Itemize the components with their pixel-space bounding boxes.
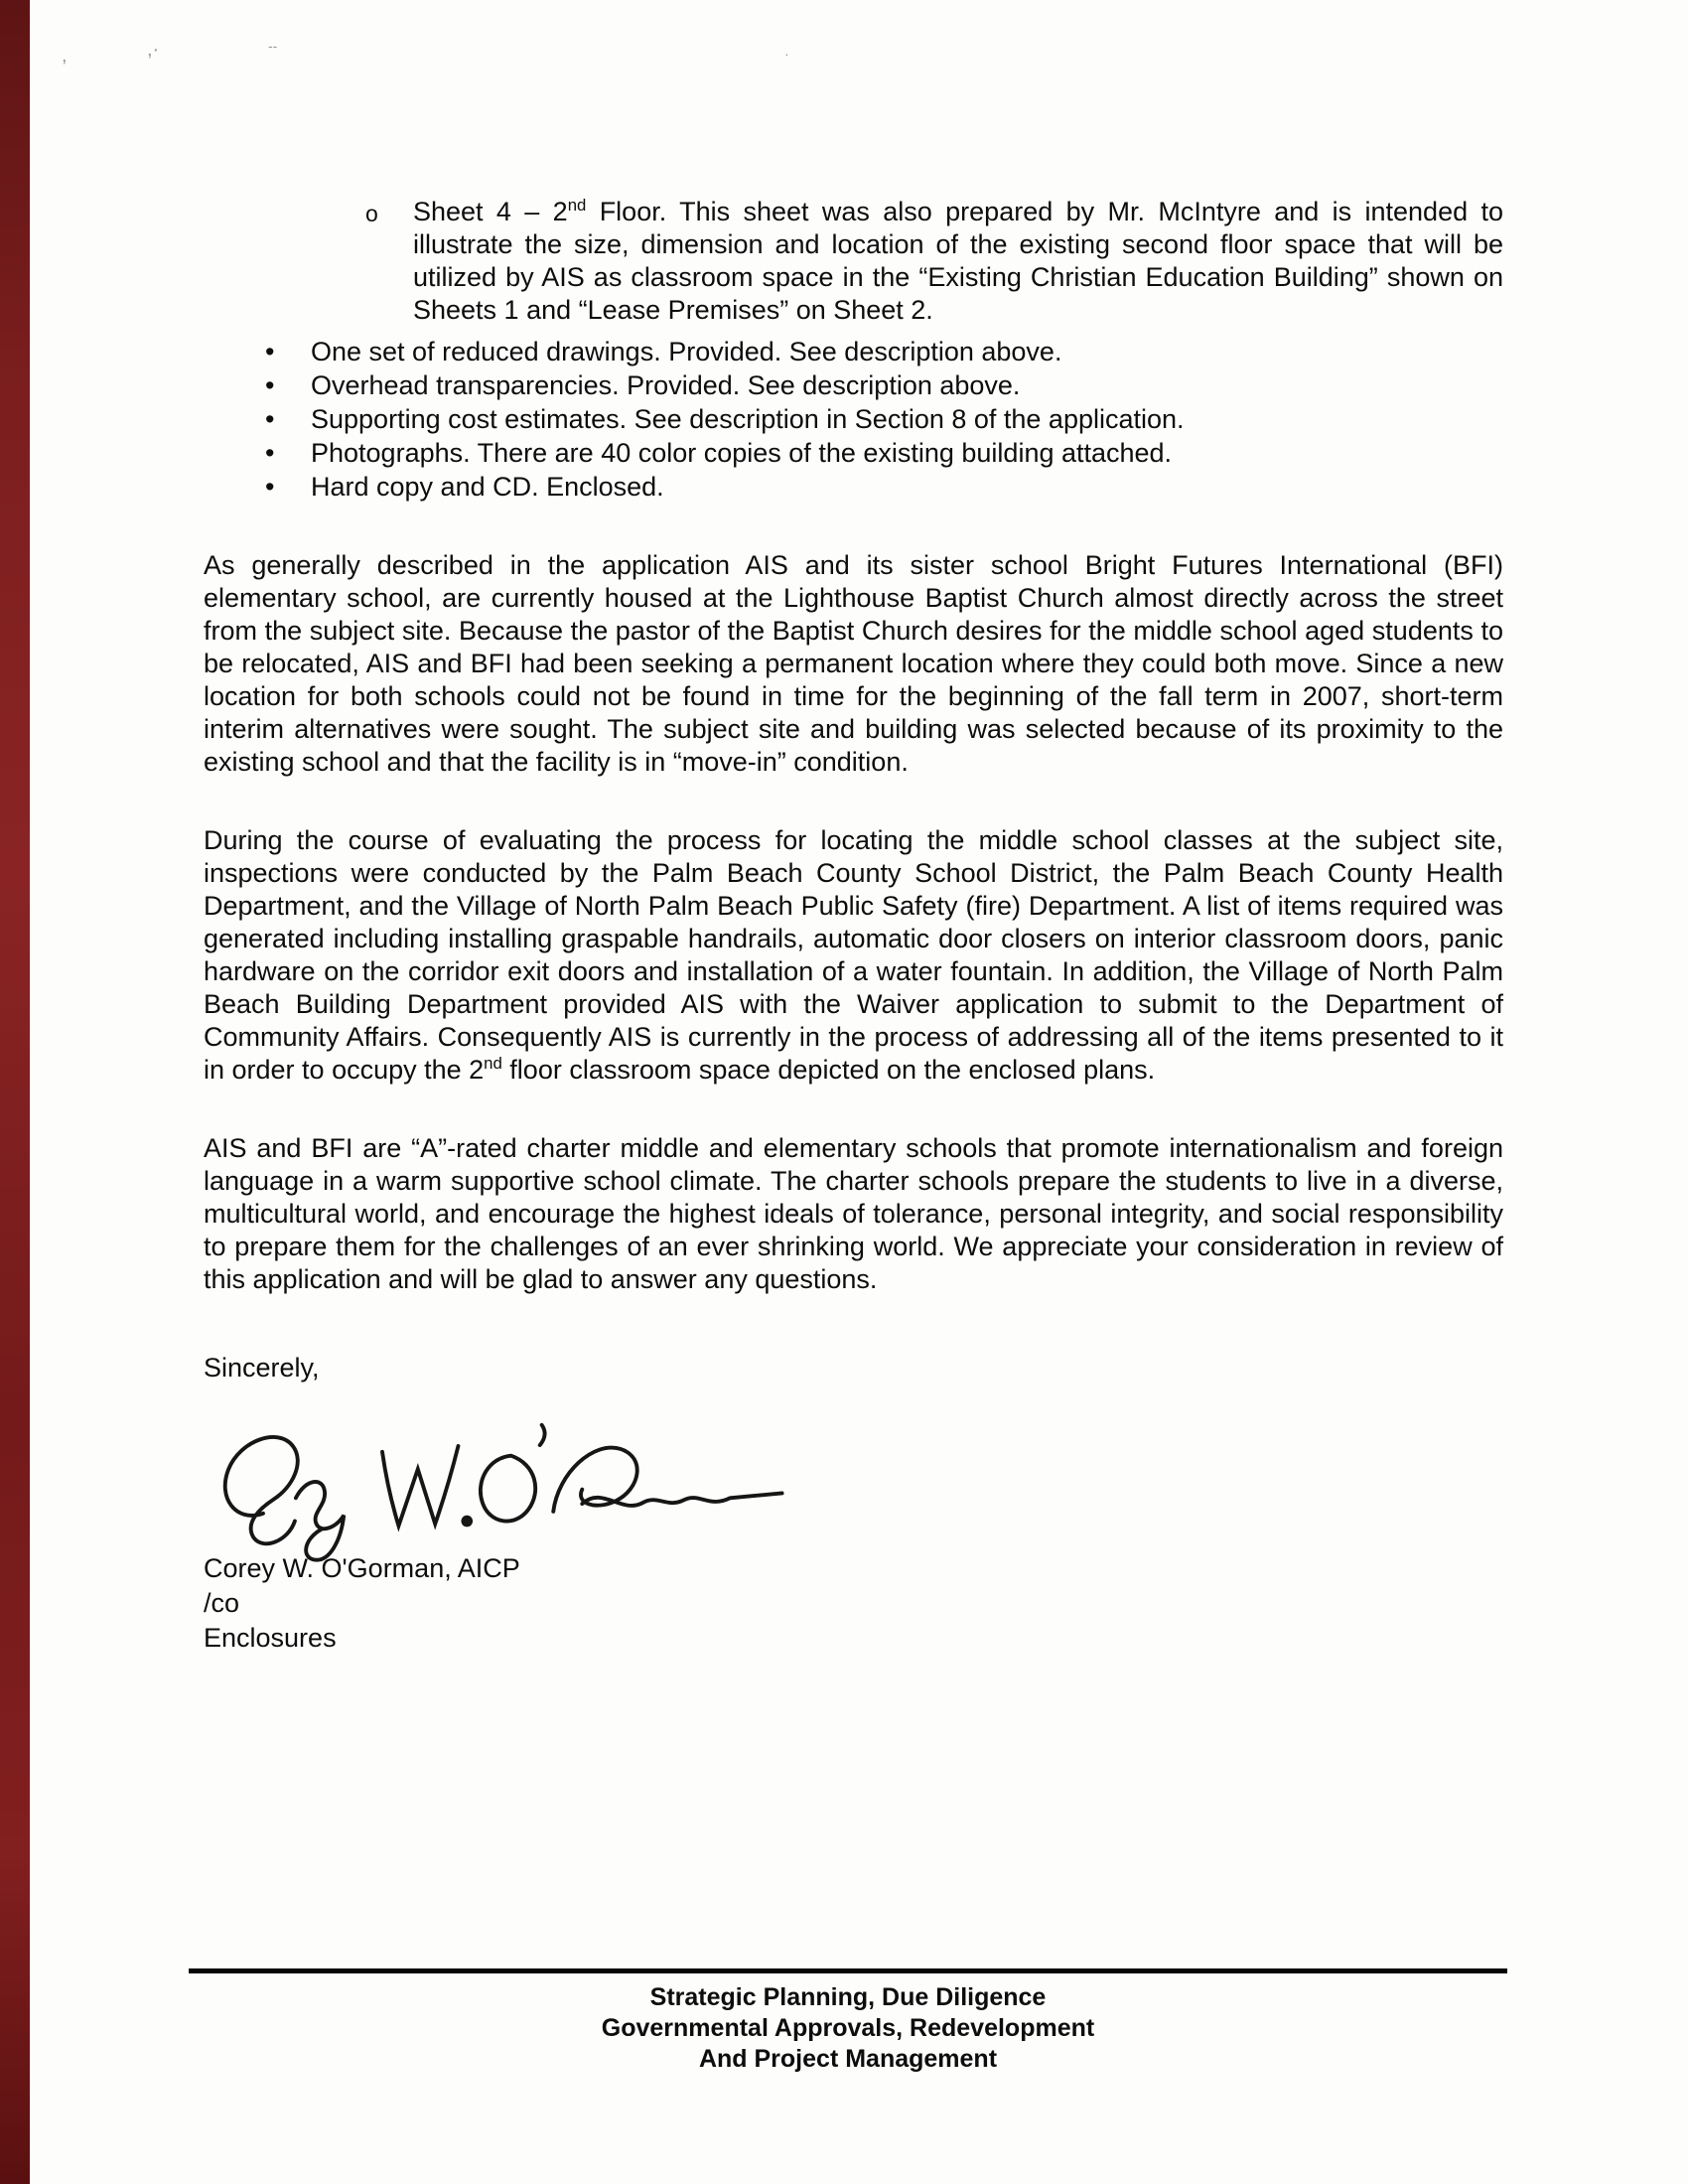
bullet-icon: • bbox=[265, 472, 275, 502]
list-item-text: One set of reduced drawings. Provided. See description above. bbox=[311, 337, 1062, 366]
letter-body bbox=[204, 0, 1503, 1656]
list-item bbox=[265, 336, 1503, 368]
letter-footer bbox=[189, 1968, 1507, 2075]
enclosures-notation: Enclosures bbox=[204, 1623, 337, 1653]
handwritten-signature bbox=[204, 1388, 799, 1565]
scan-speck: -- bbox=[268, 38, 278, 54]
footer-line-1: Strategic Planning, Due Diligence bbox=[649, 1983, 1047, 2011]
sub-bullet-text-rest: Floor. This sheet was also prepared by Mr. McIntyre and is intended to illustrate the size, dimension and location of the existing second floor space that will be utilized by AIS as classroom space in the “Existing Christian Education Building” shown on Sheets 1 and “Lease Premises” on Sheet 2. bbox=[413, 197, 1503, 325]
list-item bbox=[265, 471, 1503, 504]
paragraph-inspections bbox=[204, 824, 1503, 1087]
footer-line-3: And Project Management bbox=[698, 2045, 998, 2073]
paragraph-text-rest: floor classroom space depicted on the enclosed plans. bbox=[501, 1055, 1156, 1085]
paragraph-text-start: During the course of evaluating the process for locating the middle school classes at the subject site, inspections were conducted by the Palm Beach County School District, the Palm Beach County Health Department, and the Village of North Palm Beach Public Safety (fire) Department. A list of items required was generated including installing graspable handrails, automatic door closers on interior classroom doors, panic hardware on the corridor exit doors and installation of a water fountain. In addition, the Village of North Palm Beach Building Department provided AIS with the Waiver application to submit to the Department of Community Affairs. Consequently AIS is currently in the process of addressing all of the items presented to it in order to occupy the 2 bbox=[204, 825, 1503, 1085]
list-item bbox=[265, 369, 1503, 402]
typist-initials: /co bbox=[204, 1588, 240, 1618]
bullet-icon: • bbox=[265, 337, 275, 366]
sub-bullet-text-start: Sheet 4 – 2 bbox=[413, 197, 568, 226]
list-item-text: Hard copy and CD. Enclosed. bbox=[311, 472, 664, 502]
bullet-icon: • bbox=[265, 438, 275, 468]
bullet-icon: • bbox=[265, 370, 275, 400]
paragraph-background: As generally described in the application AIS and its sister school Bright Futures International (BFI) elementary school, are currently housed at the Lighthouse Baptist Church almost directly across the street from the subject site. Because the pastor of the Baptist Church desires for the middle school aged students to be relocated, AIS and BFI had been seeking a permanent location where they could both move. Since a new location for both schools could not be found in time for the beginning of the fall term in 2007, short-term interim alternatives were sought. The subject site and building was selected because of its proximity to the existing school and that the facility is in “move-in” condition. bbox=[204, 550, 1503, 777]
paragraph-schools: AIS and BFI are “A”-rated charter middle and elementary schools that promote internationalism and foreign language in a warm supportive school climate. The charter schools prepare the students to live in a diverse, multicultural world, and encourage the highest ideals of tolerance, personal integrity, and social responsibility to prepare them for the challenges of an ever shrinking world. We appreciate your consideration in review of this application and will be glad to answer any questions. bbox=[204, 1133, 1503, 1294]
list-item-text: Overhead transparencies. Provided. See description above. bbox=[311, 370, 1021, 400]
signature-block bbox=[204, 1388, 1503, 1565]
list-item bbox=[265, 403, 1503, 436]
ordinal-superscript: nd bbox=[567, 196, 587, 215]
ordinal-superscript: nd bbox=[484, 1054, 502, 1073]
scan-edge-artifact bbox=[0, 0, 30, 2184]
scan-speck: ,· bbox=[147, 39, 160, 61]
list-item-text: Photographs. There are 40 color copies of the existing building attached. bbox=[311, 438, 1173, 468]
bullet-icon: • bbox=[265, 404, 275, 434]
scan-speck: · bbox=[784, 46, 789, 62]
bullet-list bbox=[265, 336, 1503, 504]
sub-bullet-marker: o bbox=[365, 201, 378, 226]
closing-salutation: Sincerely, bbox=[204, 1353, 320, 1383]
sub-bullet-sheet4 bbox=[365, 196, 1503, 327]
typed-signature-name: Corey W. O'Gorman, AICP bbox=[204, 1553, 520, 1583]
sub-bullet-text bbox=[413, 196, 1503, 327]
footer-line-2: Governmental Approvals, Redevelopment bbox=[601, 2014, 1095, 2042]
scan-speck: , bbox=[62, 45, 68, 67]
list-item bbox=[265, 437, 1503, 470]
list-item-text: Supporting cost estimates. See description in Section 8 of the application. bbox=[311, 404, 1185, 434]
